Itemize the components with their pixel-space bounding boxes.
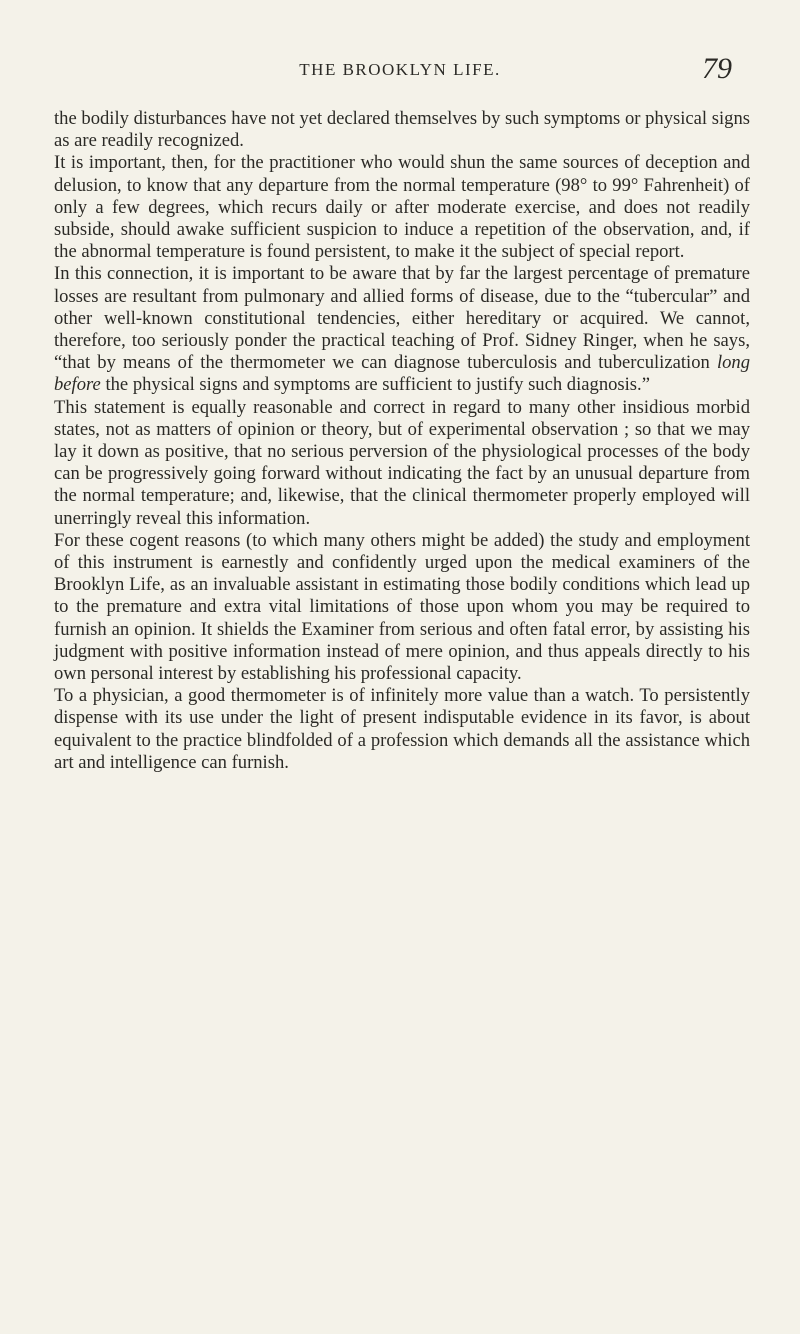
paragraph-3 [54,263,750,396]
paragraph-3-text-before: In this connection, it is important to be aware that by far the largest percentage of premature losses are resultant from pulmonary and allied forms of disease, due to the “tubercular” and other well-known constitutional tendencies, either hereditary or acquired. We cannot, therefore, too seriously ponder the practical teaching of Prof. Sidney Ringer, when he says, “that by means of the thermometer we can diagnose tuberculosis and tuberculization [54,263,750,374]
running-head-title: THE BROOKLYN LIFE. [299,60,501,79]
paragraph-6: To a physician, a good thermometer is of infinitely more value than a watch. To persistently dispense with its use under the light of present indisputable evidence in its favor, is about equivalent to the practice blindfolded of a profession which demands all the assistance which art and intelligence can furnish. [54,685,750,773]
body-text [54,108,750,774]
paragraph-3-emphasis: long before [54,352,750,396]
paragraph-3-text-after: the physical signs and symptoms are sufficient to justify such diagnosis.” [100,374,650,396]
paragraph-4: This statement is equally reasonable and correct in regard to many other insidious morbid states, not as matters of opinion or theory, but of experimental observation ; so that we may lay it down as positive, that no serious perversion of the physiological processes of the body can be progressively going forward without indicating the fact by an unusual departure from the normal temperature; and, likewise, that the clinical thermometer properly employed will unerringly reveal this information. [54,396,750,529]
paragraph-1: the bodily disturbances have not yet declared themselves by such symptoms or physical signs as are readily recognized. [54,108,750,152]
page-number: 79 [702,52,732,85]
paragraph-5: For these cogent reasons (to which many others might be added) the study and employment of this instrument is earnestly and confidently urged upon the medical examiners of the Brooklyn Life, as an invaluable assistant in estimating those bodily conditions which lead up to the premature and extra vital limitations of those upon whom you may be required to furnish an opinion. It shields the Examiner from serious and often fatal error, by assisting his judgment with positive information instead of mere opinion, and thus appeals directly to his own personal interest by establishing his professional capacity. [54,529,750,685]
paragraph-2: It is important, then, for the practitioner who would shun the same sources of deception and delusion, to know that any departure from the normal temperature (98° to 99° Fahrenheit) of only a few degrees, which recurs daily or after moderate exercise, and does not readily subside, should awake sufficient suspicion to induce a repetition of the observation, and, if the abnormal temperature is found persistent, to make it the subject of special report. [54,152,750,263]
